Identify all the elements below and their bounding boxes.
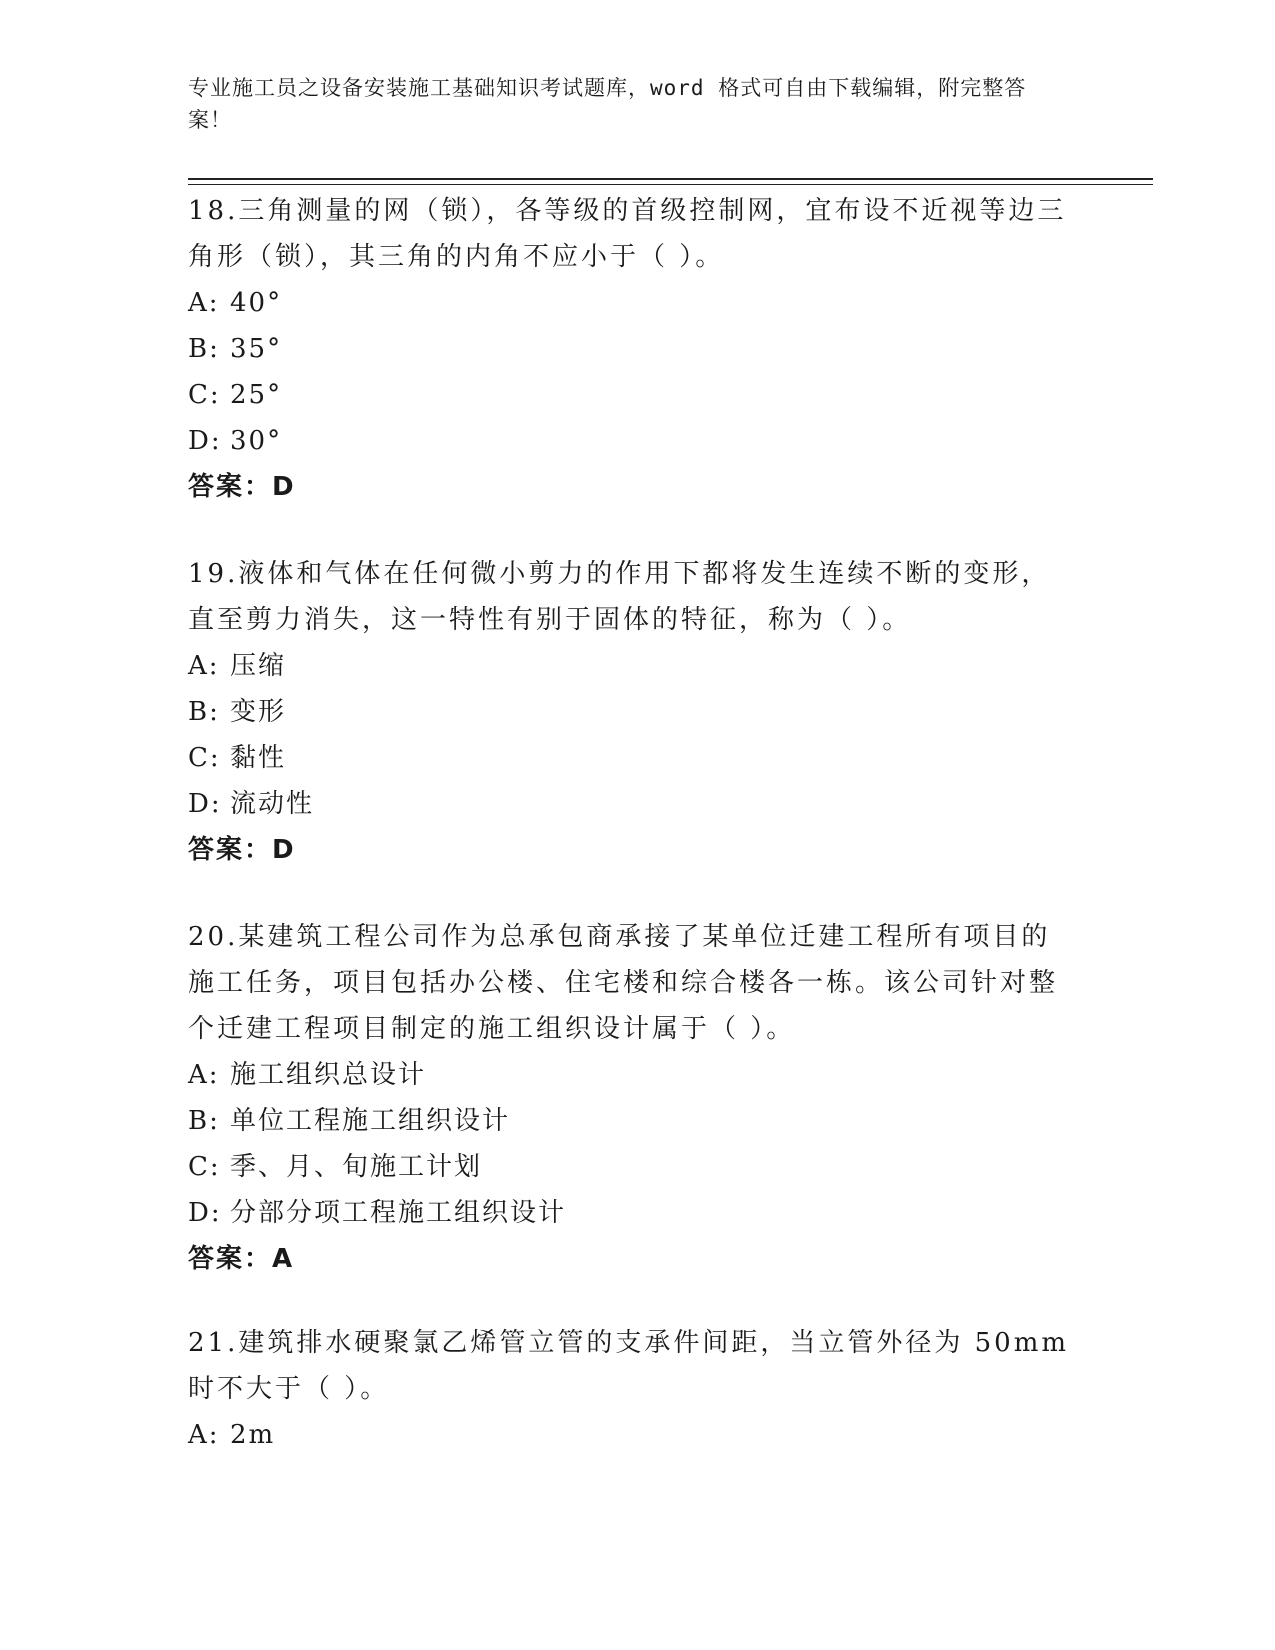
option-c: [188, 372, 1078, 418]
option-a: [188, 1412, 1078, 1458]
option-text: 单位工程施工组织设计: [230, 1106, 511, 1136]
option-b: [188, 326, 1078, 372]
header-rule-thin: [188, 184, 1153, 185]
option-c: [188, 735, 1078, 781]
option-text: 季、月、旬施工计划: [230, 1152, 483, 1182]
option-letter: A:: [188, 1420, 220, 1450]
document-header: 专业施工员之设备安装施工基础知识考试题库，word 格式可自由下载编辑，附完整答案！: [188, 76, 1027, 132]
option-text: 25°: [230, 380, 283, 410]
question-19: [188, 551, 1078, 873]
option-text: 施工组织总设计: [230, 1060, 427, 1090]
option-a: [188, 643, 1078, 689]
option-letter: D:: [188, 426, 222, 456]
option-text: 40°: [230, 288, 283, 318]
question-text: 19.液体和气体在任何微小剪力的作用下都将发生连续不断的变形，直至剪力消失，这一特性有别于固体的特征，称为（ ）。: [188, 559, 1051, 635]
option-letter: C:: [188, 1152, 221, 1182]
option-b: [188, 689, 1078, 735]
option-text: 2m: [230, 1420, 276, 1450]
option-letter: A:: [188, 1060, 220, 1090]
option-text: 黏性: [230, 743, 287, 773]
option-text: 变形: [230, 697, 287, 727]
option-text: 分部分项工程施工组织设计: [230, 1198, 567, 1228]
question-text: 21.建筑排水硬聚氯乙烯管立管的支承件间距，当立管外径为 50mm 时不大于（ ）。: [188, 1328, 1070, 1404]
option-letter: A:: [188, 651, 220, 681]
option-a: [188, 280, 1078, 326]
question-18: [188, 188, 1078, 510]
option-d: [188, 418, 1078, 464]
option-text: 30°: [230, 426, 283, 456]
option-letter: A:: [188, 288, 220, 318]
option-text: 流动性: [230, 789, 315, 819]
answer: 答案：D: [188, 472, 296, 502]
option-letter: C:: [188, 743, 221, 773]
question-text: 20.某建筑工程公司作为总承包商承接了某单位迁建工程所有项目的施工任务，项目包括办公楼、住宅楼和综合楼各一栋。该公司针对整个迁建工程项目制定的施工组织设计属于（ ）。: [188, 922, 1059, 1044]
answer: 答案：A: [188, 1244, 295, 1274]
header-rule-thick: [188, 178, 1153, 180]
option-text: 35°: [230, 334, 283, 364]
option-text: 压缩: [230, 651, 287, 681]
option-letter: D:: [188, 789, 222, 819]
option-letter: B:: [188, 697, 220, 727]
option-b: [188, 1098, 1078, 1144]
option-d: [188, 781, 1078, 827]
option-letter: D:: [188, 1198, 222, 1228]
option-a: [188, 1052, 1078, 1098]
question-21: [188, 1320, 1078, 1458]
option-d: [188, 1190, 1078, 1236]
option-letter: B:: [188, 334, 220, 364]
option-c: [188, 1144, 1078, 1190]
question-20: [188, 914, 1078, 1282]
option-letter: B:: [188, 1106, 220, 1136]
question-text: 18.三角测量的网（锁），各等级的首级控制网，宜布设不近视等边三角形（锁），其三角的内角不应小于（ ）。: [188, 196, 1067, 272]
answer: 答案：D: [188, 835, 296, 865]
option-letter: C:: [188, 380, 221, 410]
